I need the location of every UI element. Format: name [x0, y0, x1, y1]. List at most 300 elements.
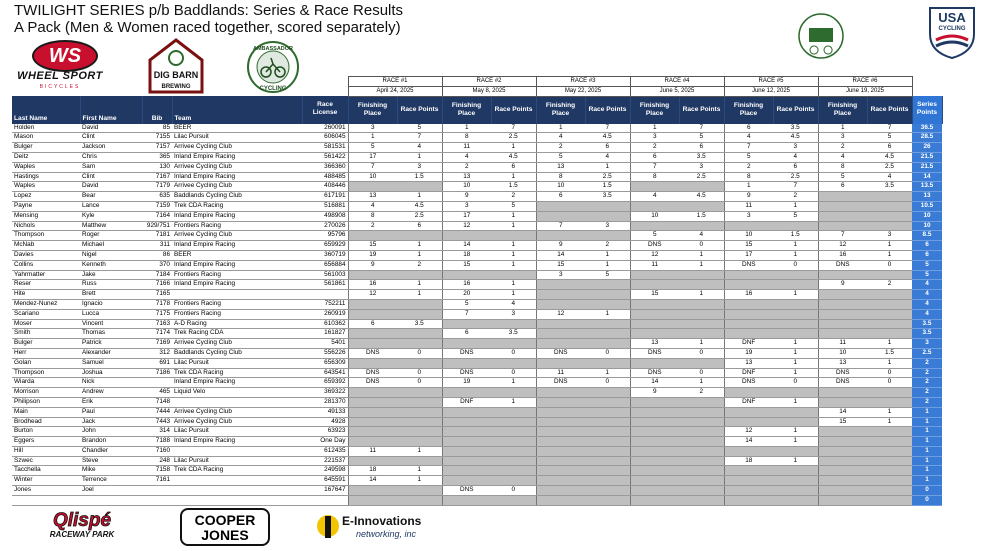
race-6-points-cell [867, 437, 912, 447]
race-1-finish-cell: DNS [348, 348, 397, 358]
race-1-points-cell: 0 [397, 348, 442, 358]
race-6-finish-cell: 11 [818, 339, 867, 349]
race-1-points-cell: 6 [397, 221, 442, 231]
race-3-points-cell [585, 319, 630, 329]
race-2-name: RACE #2 [442, 77, 536, 87]
last-name-cell: Winter [12, 476, 80, 486]
race-4-finish-cell: 14 [630, 378, 679, 388]
race-3-points-cell: 1 [585, 368, 630, 378]
table-row [12, 495, 942, 505]
race-6-points-cell: 1 [867, 407, 912, 417]
series-points-cell: 21.5 [912, 162, 942, 172]
table-row [12, 182, 942, 192]
team-cell: Inland Empire Racing [172, 280, 302, 290]
race-4-finish-cell [630, 182, 679, 192]
race-5-points-cell: 1 [773, 427, 818, 437]
race-1-date: April 24, 2025 [348, 86, 442, 96]
table-row [12, 241, 942, 251]
last-name-cell: Mason [12, 133, 80, 143]
race-6-finish-cell: 1 [818, 124, 867, 133]
race-3-points-cell: 1.5 [585, 182, 630, 192]
bib-cell: 929/751 [142, 221, 172, 231]
race-1-points-cell: 5 [397, 124, 442, 133]
race-3-points-cell [585, 397, 630, 407]
first-name-cell: Patrick [80, 339, 142, 349]
race-4-finish-cell: 8 [630, 172, 679, 182]
race-name-row [12, 77, 942, 87]
race-6-points-cell: 3.5 [867, 182, 912, 192]
last-name-cell: Payne [12, 201, 80, 211]
series-points-cell: 13.5 [912, 182, 942, 192]
race-3-finish-cell: DNS [536, 378, 585, 388]
col-points-4: Race Points [679, 96, 724, 124]
race-3-finish-cell [536, 329, 585, 339]
race-3-points-cell [585, 358, 630, 368]
race-2-finish-cell: DNS [442, 486, 491, 496]
race-6-points-cell [867, 446, 912, 456]
race-3-finish-cell [536, 290, 585, 300]
race-1-points-cell [397, 417, 442, 427]
bib-cell: 86 [142, 250, 172, 260]
series-points-cell: 0 [912, 495, 942, 505]
last-name-cell: Herr [12, 348, 80, 358]
race-5-points-cell: 5 [773, 211, 818, 221]
series-points-cell: 1 [912, 417, 942, 427]
series-points-cell: 6 [912, 241, 942, 251]
bib-cell: 465 [142, 388, 172, 398]
license-cell: 360719 [302, 250, 348, 260]
bib-cell: 7175 [142, 309, 172, 319]
race-3-points-cell: 2.5 [585, 172, 630, 182]
race-6-finish-cell [818, 270, 867, 280]
e-innovations-sub: networking, inc [356, 529, 417, 539]
race-6-finish-cell [818, 221, 867, 231]
first-name-cell: Michael [80, 241, 142, 251]
license-cell: 167647 [302, 486, 348, 496]
race-1-points-cell: 4 [397, 143, 442, 153]
license-cell: 369322 [302, 388, 348, 398]
race-5-finish-cell [724, 446, 773, 456]
race-4-finish-cell [630, 486, 679, 496]
title-line-2: A Pack (Men & Women raced together, scored separately) [14, 19, 401, 36]
race-1-points-cell [397, 397, 442, 407]
race-1-finish-cell [348, 182, 397, 192]
bib-cell: 314 [142, 427, 172, 437]
last-name-cell: Szwec [12, 456, 80, 466]
license-cell: 656884 [302, 260, 348, 270]
race-2-points-cell [491, 495, 536, 505]
race-4-finish-cell: 6 [630, 152, 679, 162]
last-name-cell: Waples [12, 182, 80, 192]
first-name-cell: Alexander [80, 348, 142, 358]
race-1-finish-cell [348, 407, 397, 417]
team-cell: Lilac Pursuit [172, 133, 302, 143]
cooper-jones-logo [180, 508, 270, 546]
race-1-points-cell: 3 [397, 162, 442, 172]
bib-cell: 7163 [142, 319, 172, 329]
race-2-finish-cell [442, 388, 491, 398]
race-3-points-cell [585, 437, 630, 447]
race-6-points-cell [867, 495, 912, 505]
race-4-points-cell [679, 358, 724, 368]
race-6-finish-cell: 3 [818, 133, 867, 143]
race-5-points-cell: 6 [773, 162, 818, 172]
race-5-finish-cell: DNF [724, 397, 773, 407]
bib-cell [142, 486, 172, 496]
race-4-points-cell [679, 486, 724, 496]
race-4-finish-cell [630, 397, 679, 407]
bib-cell: 365 [142, 152, 172, 162]
last-name-cell: McNab [12, 241, 80, 251]
race-2-points-cell [491, 339, 536, 349]
race-1-finish-cell: 2 [348, 221, 397, 231]
race-1-finish-cell: 11 [348, 446, 397, 456]
race-4-points-cell [679, 299, 724, 309]
first-name-cell: Jack [80, 417, 142, 427]
series-points-cell: 3.5 [912, 329, 942, 339]
race-6-finish-cell: 14 [818, 407, 867, 417]
race-3-finish-cell [536, 456, 585, 466]
last-name-cell: Eggers [12, 437, 80, 447]
race-3-finish-cell: 7 [536, 221, 585, 231]
last-name-cell: Hite [12, 290, 80, 300]
team-cell [172, 486, 302, 496]
bib-cell: 7158 [142, 466, 172, 476]
table-row [12, 329, 942, 339]
race-4-points-cell [679, 280, 724, 290]
table-row [12, 437, 942, 447]
last-name-cell: Nichols [12, 221, 80, 231]
table-row [12, 368, 942, 378]
race-2-points-cell: 1 [491, 211, 536, 221]
license-cell: 556226 [302, 348, 348, 358]
first-name-cell: Paul [80, 407, 142, 417]
race-5-finish-cell [724, 299, 773, 309]
race-5-points-cell: 3.5 [773, 124, 818, 133]
race-5-points-cell [773, 417, 818, 427]
series-points-cell: 2 [912, 368, 942, 378]
race-2-points-cell: 5 [491, 201, 536, 211]
race-5-points-cell: 1 [773, 456, 818, 466]
race-1-points-cell [397, 437, 442, 447]
bib-cell: 7178 [142, 299, 172, 309]
race-6-finish-cell [818, 427, 867, 437]
table-row [12, 260, 942, 270]
race-5-finish-cell: 9 [724, 192, 773, 202]
race-3-points-cell [585, 446, 630, 456]
race-3-points-cell [585, 201, 630, 211]
team-cell: Liquid Velo [172, 388, 302, 398]
race-5-finish-cell [724, 417, 773, 427]
race-6-finish-cell [818, 456, 867, 466]
race-1-finish-cell: 6 [348, 319, 397, 329]
last-name-cell: Deitz [12, 152, 80, 162]
table-row [12, 221, 942, 231]
race-2-finish-cell: 14 [442, 241, 491, 251]
table-row [12, 280, 942, 290]
first-name-cell [80, 495, 142, 505]
race-3-points-cell: 6 [585, 143, 630, 153]
race-6-finish-cell: 4 [818, 152, 867, 162]
last-name-cell: Mendez-Nunez [12, 299, 80, 309]
race-5-points-cell: 1 [773, 250, 818, 260]
table-row [12, 211, 942, 221]
license-cell: 659929 [302, 241, 348, 251]
race-6-finish-cell: 10 [818, 348, 867, 358]
col-finish-3: Finishing Place [536, 96, 585, 124]
race-2-points-cell [491, 417, 536, 427]
col-last-name: Last Name [12, 96, 80, 124]
race-5-finish-cell [724, 388, 773, 398]
race-3-points-cell: 1 [585, 162, 630, 172]
race-3-points-cell [585, 388, 630, 398]
race-6-finish-cell: DNS [818, 378, 867, 388]
race-5-points-cell [773, 329, 818, 339]
table-row [12, 446, 942, 456]
first-name-cell: Sam [80, 162, 142, 172]
race-3-points-cell: 1 [585, 260, 630, 270]
race-4-points-cell [679, 319, 724, 329]
license-cell: 366360 [302, 162, 348, 172]
team-cell: Frontiers Racing [172, 270, 302, 280]
race-5-finish-cell: 10 [724, 231, 773, 241]
race-4-points-cell: 4 [679, 231, 724, 241]
race-1-finish-cell: DNS [348, 378, 397, 388]
race-6-finish-cell [818, 495, 867, 505]
race-1-points-cell [397, 309, 442, 319]
race-2-points-cell: 1 [491, 172, 536, 182]
race-4-points-cell: 0 [679, 368, 724, 378]
race-4-finish-cell: 7 [630, 162, 679, 172]
race-5-finish-cell: 12 [724, 427, 773, 437]
series-points-cell: 26 [912, 143, 942, 153]
race-4-finish-cell [630, 446, 679, 456]
race-5-finish-cell [724, 486, 773, 496]
series-points-cell: 0 [912, 486, 942, 496]
race-2-points-cell: 1 [491, 290, 536, 300]
first-name-cell: Jackson [80, 143, 142, 153]
race-3-finish-cell: 6 [536, 192, 585, 202]
series-points-cell: 1 [912, 437, 942, 447]
title-line-1: TWILIGHT SERIES p/b Baddlands: Series & Race Results [14, 2, 404, 19]
col-points-6: Race Points [867, 96, 912, 124]
race-3-points-cell [585, 427, 630, 437]
race-6-finish-cell [818, 299, 867, 309]
race-5-finish-cell [724, 329, 773, 339]
race-3-finish-cell: DNS [536, 348, 585, 358]
race-2-finish-cell: 19 [442, 378, 491, 388]
race-6-points-cell: 1 [867, 250, 912, 260]
bib-cell: 130 [142, 162, 172, 172]
race-6-finish-cell: 15 [818, 417, 867, 427]
race-4-points-cell: 4.5 [679, 192, 724, 202]
race-1-points-cell [397, 456, 442, 466]
race-1-points-cell [397, 270, 442, 280]
race-2-finish-cell: 6 [442, 329, 491, 339]
race-1-finish-cell [348, 329, 397, 339]
race-6-points-cell [867, 270, 912, 280]
bib-cell: 635 [142, 192, 172, 202]
first-name-cell: Steve [80, 456, 142, 466]
last-name-cell: Mensing [12, 211, 80, 221]
race-4-finish-cell: 15 [630, 290, 679, 300]
bib-cell: 7181 [142, 231, 172, 241]
race-5-finish-cell [724, 407, 773, 417]
race-2-points-cell: 1.5 [491, 182, 536, 192]
race-6-points-cell: 3 [867, 231, 912, 241]
bib-cell: 7174 [142, 329, 172, 339]
table-row [12, 231, 942, 241]
bib-cell: 691 [142, 358, 172, 368]
race-4-finish-cell [630, 466, 679, 476]
first-name-cell: Kyle [80, 211, 142, 221]
license-cell: 610362 [302, 319, 348, 329]
table-row [12, 388, 942, 398]
race-2-finish-cell [442, 407, 491, 417]
qlispe-sub: RACEWAY PARK [49, 530, 115, 539]
race-4-finish-cell [630, 495, 679, 505]
race-1-finish-cell [348, 299, 397, 309]
first-name-cell: Samuel [80, 358, 142, 368]
team-cell: Inland Empire Racing [172, 437, 302, 447]
race-5-finish-cell: DNF [724, 368, 773, 378]
race-4-points-cell [679, 407, 724, 417]
race-2-points-cell [491, 407, 536, 417]
e-innovations-text: E-Innovations [342, 514, 422, 528]
race-5-finish-cell [724, 280, 773, 290]
table-row [12, 124, 942, 133]
license-cell: 49133 [302, 407, 348, 417]
qlispe-text: Qlispé [52, 510, 112, 531]
table-row [12, 152, 942, 162]
race-3-finish-cell: 1 [536, 124, 585, 133]
race-3-finish-cell: 10 [536, 182, 585, 192]
race-4-points-cell: 2.5 [679, 172, 724, 182]
bib-cell: 248 [142, 456, 172, 466]
table-row [12, 172, 942, 182]
race-3-points-cell: 0 [585, 378, 630, 388]
race-5-points-cell: 1 [773, 290, 818, 300]
race-4-finish-cell [630, 456, 679, 466]
table-row [12, 397, 942, 407]
race-4-finish-cell: 2 [630, 143, 679, 153]
race-1-finish-cell [348, 437, 397, 447]
wheel-sport-name: WHEEL SPORT [17, 70, 103, 82]
race-5-points-cell: 4.5 [773, 133, 818, 143]
team-cell: Frontiers Racing [172, 299, 302, 309]
race-3-finish-cell: 13 [536, 162, 585, 172]
race-4-points-cell: 1 [679, 290, 724, 300]
last-name-cell: Tacchella [12, 466, 80, 476]
race-3-points-cell: 7 [585, 124, 630, 133]
last-name-cell: Bulger [12, 339, 80, 349]
race-1-finish-cell: 9 [348, 260, 397, 270]
race-2-points-cell [491, 437, 536, 447]
last-name-cell: Jones [12, 486, 80, 496]
e-innovations-logo [316, 506, 446, 546]
series-points-cell: 21.5 [912, 152, 942, 162]
series-points-cell: 5 [912, 260, 942, 270]
race-3-finish-cell: 2 [536, 143, 585, 153]
race-3-finish-cell: 11 [536, 368, 585, 378]
last-name-cell: Davies [12, 250, 80, 260]
first-name-cell: Joshua [80, 368, 142, 378]
race-2-points-cell: 1 [491, 397, 536, 407]
race-4-points-cell: 3.5 [679, 152, 724, 162]
race-1-name: RACE #1 [348, 77, 442, 87]
race-4-points-cell [679, 427, 724, 437]
first-name-cell: Bear [80, 192, 142, 202]
race-6-name: RACE #6 [818, 77, 912, 87]
race-4-points-cell: 1 [679, 339, 724, 349]
race-2-points-cell: 1 [491, 250, 536, 260]
race-6-points-cell [867, 397, 912, 407]
race-4-finish-cell [630, 427, 679, 437]
team-cell [172, 446, 302, 456]
race-6-points-cell [867, 456, 912, 466]
col-points-1: Race Points [397, 96, 442, 124]
race-2-points-cell: 2.5 [491, 133, 536, 143]
race-3-finish-cell [536, 437, 585, 447]
race-3-finish-cell: 9 [536, 241, 585, 251]
race-2-finish-cell: 7 [442, 309, 491, 319]
race-2-points-cell: 0 [491, 368, 536, 378]
usa-cycling-logo [926, 4, 978, 60]
race-6-finish-cell [818, 486, 867, 496]
race-5-finish-cell: 8 [724, 172, 773, 182]
race-5-points-cell: 1 [773, 397, 818, 407]
race-6-finish-cell [818, 397, 867, 407]
series-points-cell: 6 [912, 250, 942, 260]
race-2-points-cell: 3.5 [491, 329, 536, 339]
team-cell: Inland Empire Racing [172, 172, 302, 182]
race-5-points-cell [773, 221, 818, 231]
race-4-finish-cell [630, 309, 679, 319]
race-4-finish-cell [630, 476, 679, 486]
race-4-finish-cell [630, 358, 679, 368]
race-6-finish-cell: 8 [818, 162, 867, 172]
license-cell: 561003 [302, 270, 348, 280]
license-cell: 161827 [302, 329, 348, 339]
race-1-points-cell: 0 [397, 368, 442, 378]
race-3-finish-cell [536, 211, 585, 221]
race-5-finish-cell: 3 [724, 211, 773, 221]
jones-text: JONES [201, 527, 249, 543]
last-name-cell: Hill [12, 446, 80, 456]
race-4-points-cell: 3 [679, 162, 724, 172]
race-1-finish-cell [348, 270, 397, 280]
race-5-finish-cell: 18 [724, 456, 773, 466]
race-6-finish-cell [818, 192, 867, 202]
race-4-finish-cell: 11 [630, 260, 679, 270]
team-cell: Baddlands Cycling Club [172, 348, 302, 358]
race-2-finish-cell: 1 [442, 124, 491, 133]
team-cell: Trek Racing CDA [172, 329, 302, 339]
race-5-finish-cell [724, 319, 773, 329]
race-4-points-cell [679, 456, 724, 466]
race-2-finish-cell: 2 [442, 162, 491, 172]
table-row [12, 299, 942, 309]
race-1-points-cell [397, 495, 442, 505]
team-cell: Lilac Pursuit [172, 456, 302, 466]
table-row [12, 309, 942, 319]
race-5-finish-cell: DNF [724, 339, 773, 349]
table-row [12, 427, 942, 437]
race-6-points-cell: 2.5 [867, 162, 912, 172]
race-4-points-cell: 1 [679, 260, 724, 270]
race-5-name: RACE #5 [724, 77, 818, 87]
race-5-finish-cell: 4 [724, 133, 773, 143]
